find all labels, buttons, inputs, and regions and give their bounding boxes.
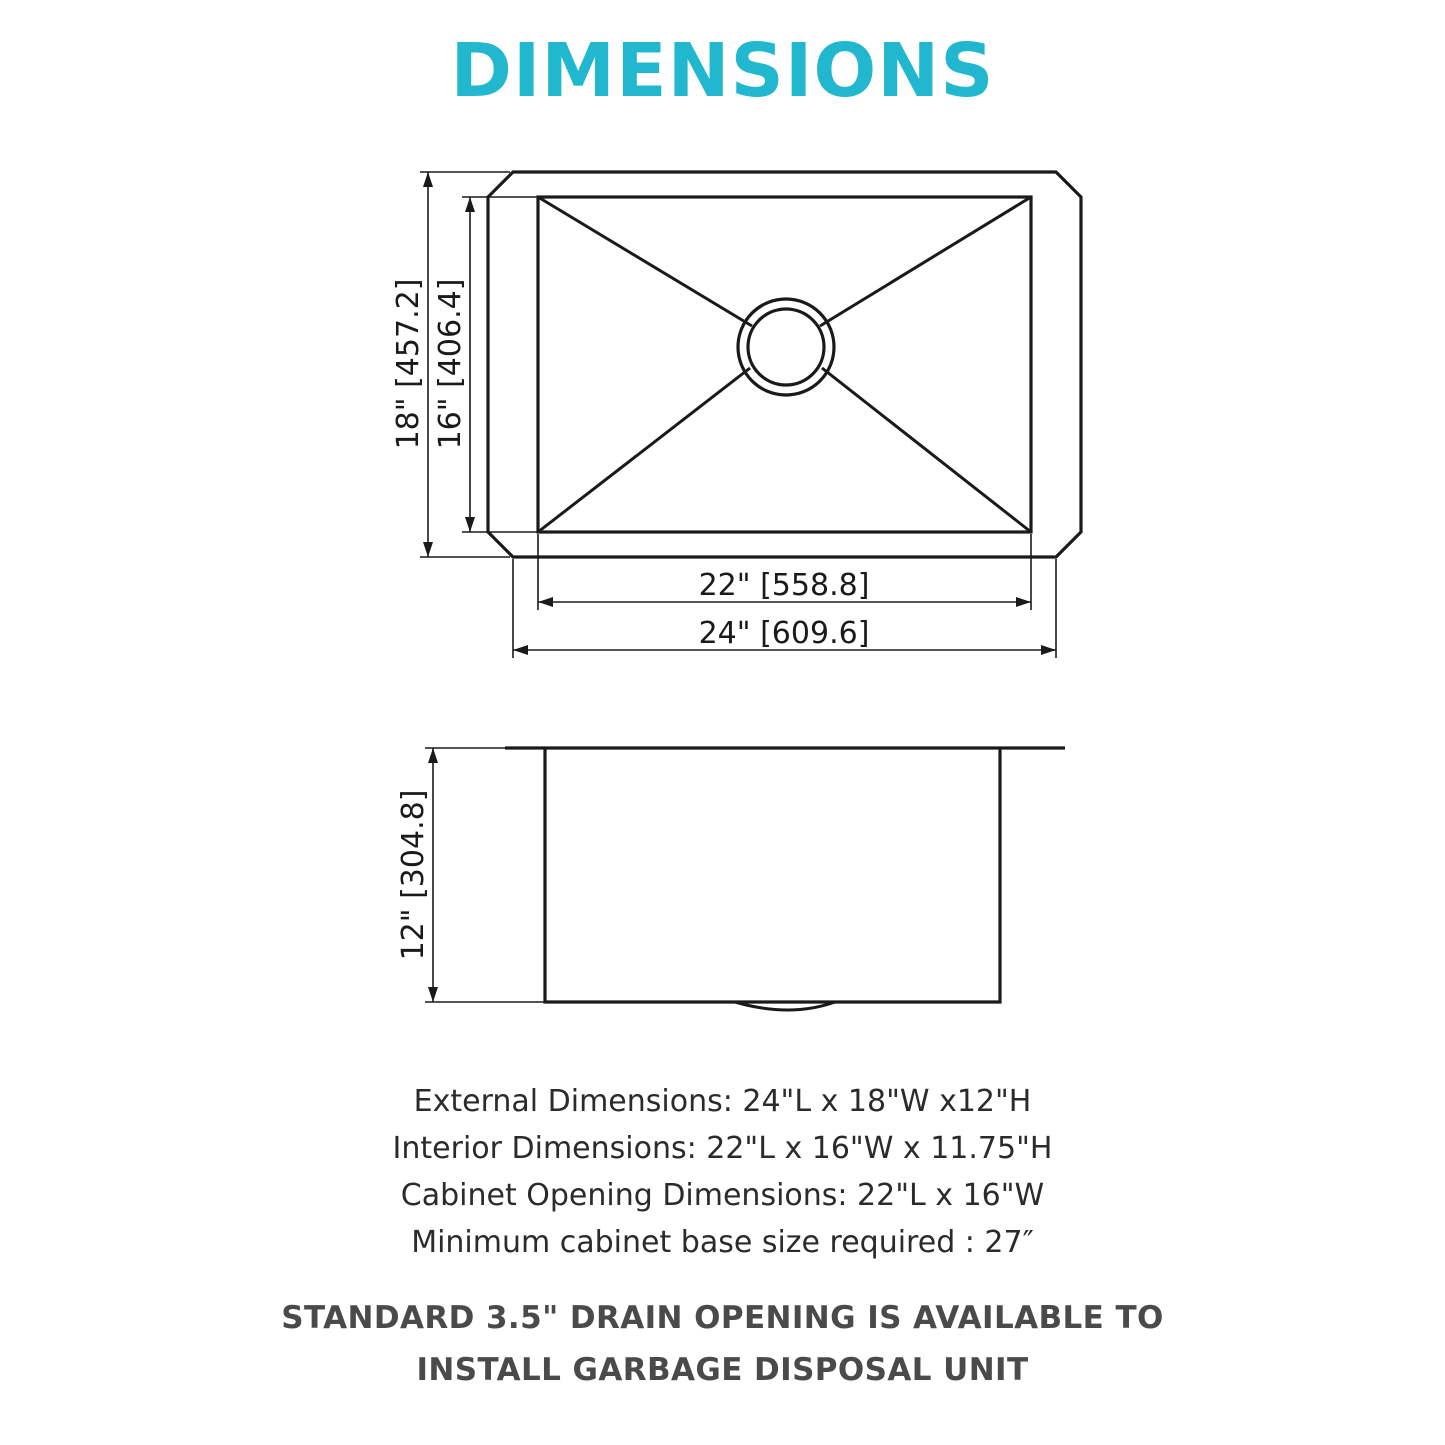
dim-arrow-down-outer (423, 542, 433, 557)
dim-arrow-up-side (428, 748, 438, 763)
dim-arrow-up-inner (465, 197, 475, 212)
drawing-svg (0, 140, 1445, 1040)
spec-cabinet-opening-dimensions: Cabinet Opening Dimensions: 22"L x 16"W (400, 1178, 1045, 1213)
spec-external-dimensions: External Dimensions: 24"L x 18"W x12"H (413, 1084, 1032, 1119)
spec-interior-dimensions: Interior Dimensions: 22"L x 16"W x 11.75"H (392, 1131, 1053, 1166)
side-view-body (545, 748, 1000, 1002)
spec-minimum-cabinet-base: Minimum cabinet base size required : 27″ (411, 1225, 1034, 1260)
footer-note (0, 1292, 1445, 1396)
basin-slope-line (822, 368, 1031, 532)
dim-label-width-outer: 24" [609.6] (698, 616, 870, 651)
technical-drawing (0, 140, 1445, 1040)
sink-outer-outline (488, 172, 1081, 557)
basin-slope-line (538, 368, 750, 532)
dim-arrow-right-inner-h (1016, 597, 1031, 607)
dim-arrow-down-inner (465, 517, 475, 532)
footer-line-1: STANDARD 3.5" DRAIN OPENING IS AVAILABLE TO (281, 1300, 1164, 1336)
basin-slope-line (538, 197, 752, 326)
basin-slope-line (820, 197, 1031, 326)
specifications-list (0, 1078, 1445, 1266)
dim-label-height-outer: 18" [457.2] (391, 278, 426, 450)
drain-inner-icon (748, 309, 824, 385)
dim-label-height-inner: 16" [406.4] (433, 278, 468, 450)
dim-label-width-inner: 22" [558.8] (698, 568, 870, 603)
footer-line-2: INSTALL GARBAGE DISPOSAL UNIT (416, 1352, 1029, 1388)
drain-icon (738, 299, 834, 395)
dim-arrow-down-side (428, 987, 438, 1002)
page-title: DIMENSIONS (450, 28, 995, 114)
dim-arrow-right-outer-h (1041, 645, 1056, 655)
dim-arrow-left-inner-h (538, 597, 553, 607)
dim-arrow-up-outer (423, 172, 433, 187)
dim-label-height-side: 12" [304.8] (396, 789, 431, 961)
sink-inner-basin (538, 197, 1031, 532)
dim-arrow-left-outer-h (513, 645, 528, 655)
